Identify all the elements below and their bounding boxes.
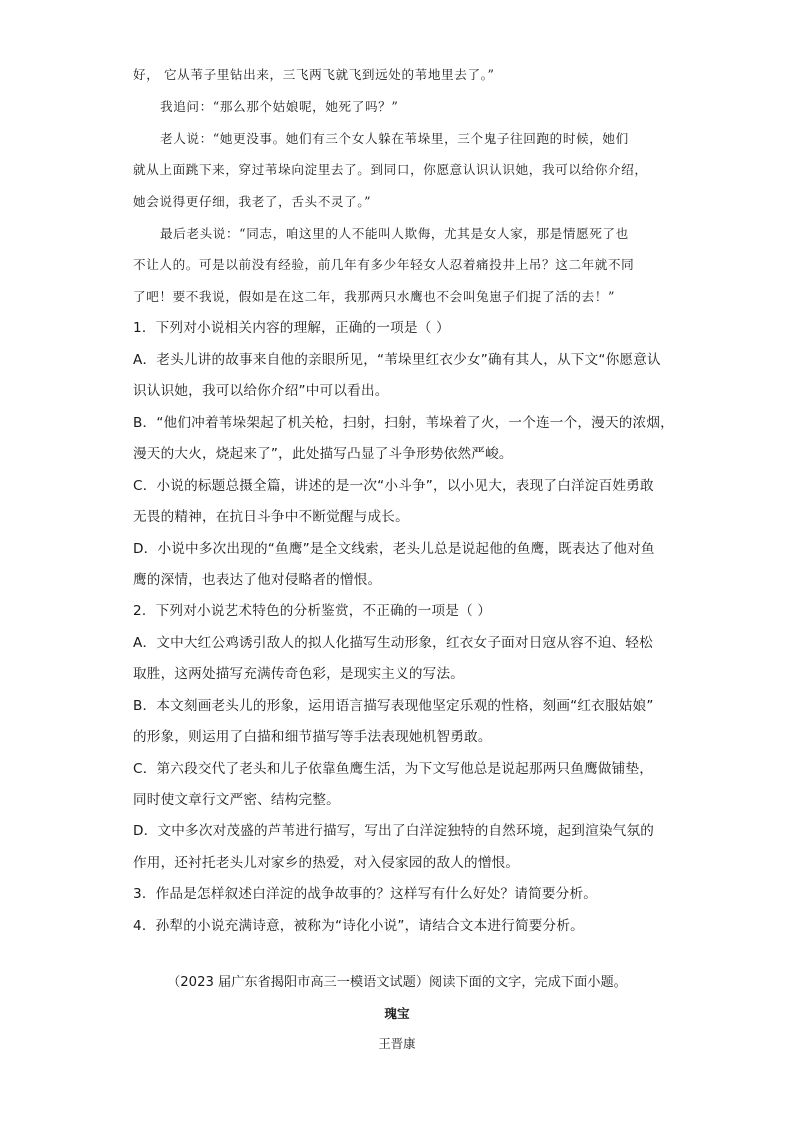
question-2-option-d-line-2: 作用，还衬托老头儿对家乡的热爱，对入侵家园的敌人的憎恨。 [133, 855, 520, 871]
question-1-option-a-line-2: 识认识她，我可以给你介绍”中可以看出。 [133, 383, 389, 399]
question-2-option-c-line-2: 同时使文章行文严密、结构完整。 [133, 792, 340, 808]
question-2-option-a-line-1: A．文中大红公鸡诱引敌人的拟人化描写生动形象，红衣女子面对日寇从容不迫、轻松 [133, 635, 653, 651]
question-1-option-a-line-1: A．老头儿讲的故事来自他的亲眼所见，“苇垛里红衣少女”确有其人，从下文“你愿意认 [133, 352, 661, 368]
question-3: 3．作品是怎样叙述白洋淀的战争故事的？这样写有什么好处？请简要分析。 [133, 886, 598, 902]
article-author: 王晋康 [378, 1036, 416, 1051]
story-line-7: 不让人的。可是以前没有经验，前几年有多少年轻女人忍着痛投井上吊？这二年就不同 [133, 257, 635, 272]
story-line-2: 我追问：“那么那个姑娘呢，她死了吗？” [160, 99, 399, 114]
question-2-stem: 2．下列对小说艺术特色的分析鉴赏，不正确的一项是（ ） [133, 603, 492, 619]
question-2-option-c-line-1: C．第六段交代了老头和儿子依靠鱼鹰生活，为下文写他总是说起那两只鱼鹰做铺垫， [133, 761, 654, 777]
story-line-4: 就从上面跳下来，穿过苇垛向淀里去了。到同口，你愿意认识认识她，我可以给你介绍， [133, 162, 648, 177]
question-1-option-d-line-2: 鹰的深情，也表达了他对侵略者的憎恨。 [133, 572, 382, 588]
story-line-1: 好， 它从苇子里钻出来，三飞两飞就飞到远处的苇地里去了。” [133, 67, 495, 82]
question-1-option-b-line-1: B．“他们冲着苇垛架起了机关枪，扫射，扫射，苇垛着了火，一个连一个，漫天的浓烟， [133, 415, 674, 431]
question-2-option-b-line-2: 的形象，则运用了白描和细节描写等手法表现她机智勇敢。 [133, 729, 492, 745]
story-line-3: 老人说：“她更没事。她们有三个女人躲在苇垛里，三个鬼子往回跑的时候，她们 [160, 131, 629, 146]
story-line-5: 她会说得更仔细，我老了，舌头不灵了。” [133, 194, 372, 209]
question-1-option-d-line-1: D．小说中多次出现的“鱼鹰”是全文线索，老头儿总是说起他的鱼鹰，既表达了他对鱼 [133, 541, 655, 557]
question-1-option-b-line-2: 漫天的大火，烧起来了”，此处描写凸显了斗争形势依然严峻。 [133, 446, 513, 462]
question-2-option-a-line-2: 取胜，这两处描写充满传奇色彩，是现实主义的写法。 [133, 666, 465, 682]
story-line-8: 了吧！要不我说，假如是在这二年，我那两只水鹰也不会叫兔崽子们捉了活的去！” [133, 289, 616, 304]
question-2-option-b-line-1: B．本文刻画老头儿的形象，运用语言描写表现他坚定乐观的性格，刻画“红衣服姑娘” [133, 698, 654, 714]
story-line-6: 最后老头说：“同志，咱这里的人不能叫人欺侮，尤其是女人家，那是情愿死了也 [160, 226, 629, 241]
question-1-option-c-line-2: 无畏的精神，在抗日斗争中不断觉醒与成长。 [133, 509, 409, 525]
article-title: 瑰宝 [384, 1006, 410, 1021]
question-1-option-c-line-1: C．小说的标题总摄全篇，讲述的是一次“小斗争”，以小见大，表现了白洋淀百姓勇敢 [133, 478, 654, 494]
question-4: 4．孙犁的小说充满诗意，被称为“诗化小说”，请结合文本进行简要分析。 [133, 918, 584, 934]
question-1-stem: 1．下列对小说相关内容的理解，正确的一项是（ ） [133, 320, 450, 336]
question-2-option-d-line-1: D．文中多次对茂盛的芦苇进行描写，写出了白洋淀独特的自然环境，起到渲染气氛的 [133, 823, 655, 839]
section-source: （2023 届广东省揭阳市高三一模语文试题）阅读下面的文字，完成下面小题。 [167, 975, 627, 990]
